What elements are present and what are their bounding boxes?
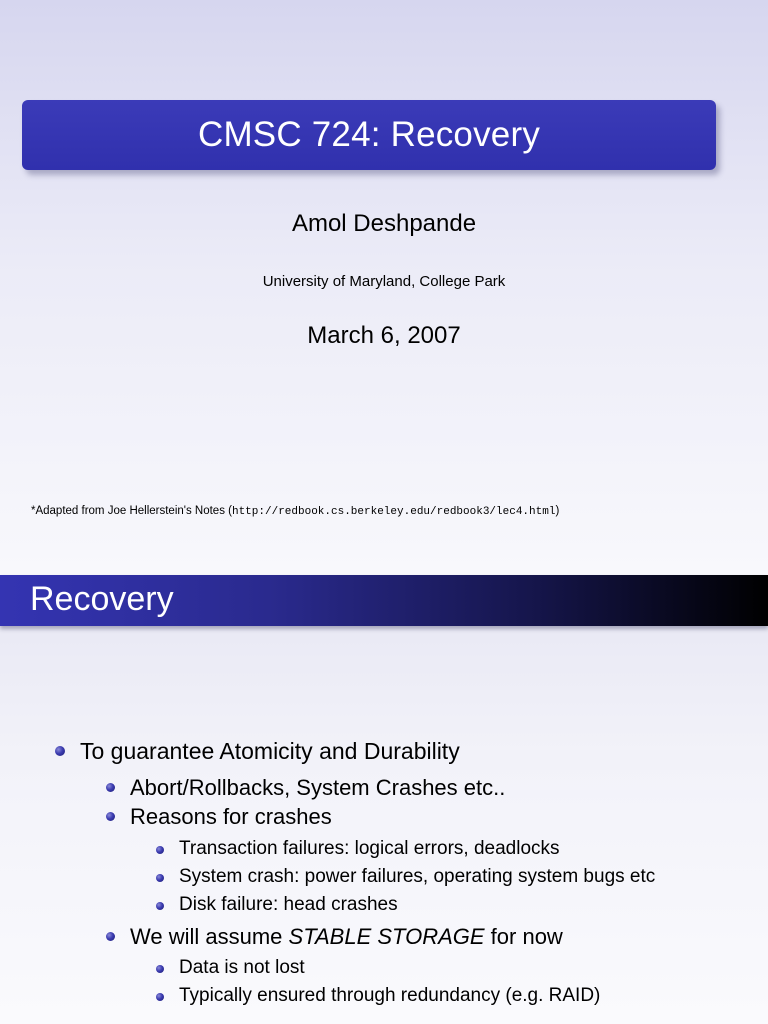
bullet-icon [156, 902, 164, 910]
bullet-item: Abort/Rollbacks, System Crashes etc.. [130, 775, 506, 800]
bullet-item: Transaction failures: logical errors, deadlocks [179, 838, 560, 859]
bullet-icon [106, 932, 115, 941]
institute: University of Maryland, College Park [262, 273, 506, 290]
bullet-icon [156, 965, 164, 973]
content-slide [0, 575, 768, 1024]
presentation-title: CMSC 724: Recovery [197, 115, 541, 154]
title-box [22, 100, 716, 170]
bullet-item: To guarantee Atomicity and Durability [80, 738, 460, 764]
bullet-icon [106, 783, 115, 792]
frame-title: Recovery [30, 580, 174, 618]
bullet-icon [156, 993, 164, 1001]
frame-title-bar [0, 575, 768, 626]
bullet-icon [55, 746, 65, 756]
bullet-icon [156, 874, 164, 882]
footnote-suffix: ) [555, 505, 560, 517]
bullet-item: Data is not lost [179, 957, 305, 978]
footnote-url: http://redbook.cs.berkeley.edu/redbook3/lec4.html [231, 506, 556, 518]
bullet-item: Reasons for crashes [130, 804, 332, 829]
bullet-icon [156, 846, 164, 854]
bullet-item: Disk failure: head crashes [179, 894, 398, 915]
bullet-text-before: We will assume [130, 924, 289, 949]
bullet-item: Typically ensured through redundancy (e.g. RAID) [179, 985, 601, 1006]
bullet-item [130, 924, 563, 950]
bullet-text-after: for now [484, 924, 563, 949]
footnote [31, 505, 559, 518]
bullet-icon [106, 812, 115, 821]
bullet-text-emphasis: STABLE STORAGE [288, 924, 485, 949]
author: Amol Deshpande [291, 210, 477, 237]
bullet-item: System crash: power failures, operating system bugs etc [179, 866, 656, 887]
footnote-prefix: *Adapted from Joe Hellerstein's Notes ( [31, 505, 232, 517]
date: March 6, 2007 [307, 322, 461, 349]
